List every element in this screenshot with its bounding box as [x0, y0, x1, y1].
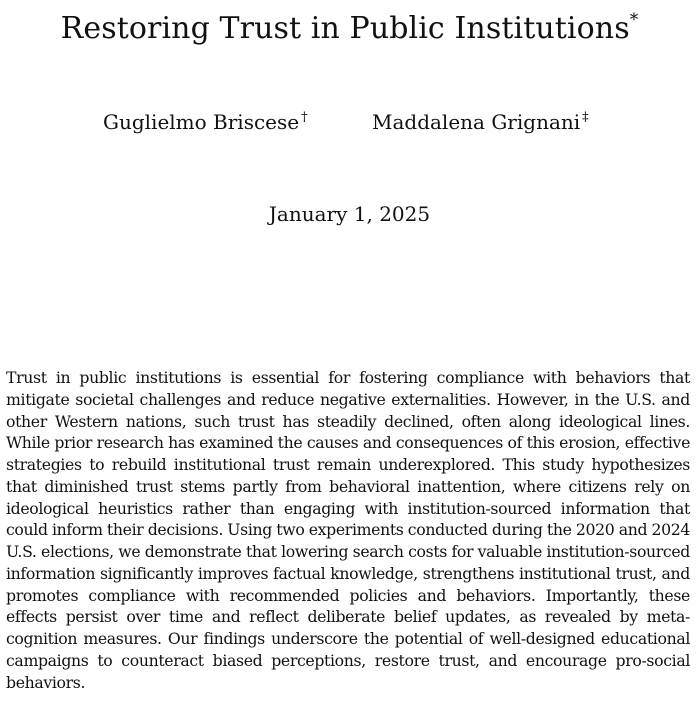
title-footnote-mark: * [629, 10, 639, 30]
author-1 [103, 103, 308, 137]
author-list [0, 103, 699, 133]
author-2 [372, 103, 589, 137]
paper-title-text: Restoring Trust in Public Institutions [60, 11, 630, 46]
paper-title [0, 0, 699, 49]
paper-date: January 1, 2025 [268, 202, 431, 226]
author-2-name: Maddalena Grignani [372, 110, 581, 134]
abstract-text: Trust in public institutions is essential for fostering compliance with behaviors that mitigate societal challenges and reduce negative externalities. However, in the U.S. and other Western nations, such trust has steadily declined, often along ideological lines. While prior research has examined the causes and consequences of this erosion, effective strategies to rebuild institutional trust remain underexplored. This study hypothesizes that diminished trust stems partly from behavioral inattention, where citizens rely on ideological heuristics rather than engaging with institution-sourced information that could inform their decisions. Using two experiments conducted during the 2020 and 2024 U.S. elections, we demonstrate that lowering search costs for valuable institution-sourced information significantly improves factual knowledge, strengthens institutional trust, and promotes compliance with recommended policies and behaviors. Importantly, these effects persist over time and reflect deliberate belief updates, as revealed by meta-cognition measures. Our findings underscore the potential of well-designed educational campaigns to counteract biased perceptions, restore trust, and encourage pro-social behaviors. [6, 368, 690, 692]
author-1-footnote-mark: † [301, 110, 308, 125]
author-1-name: Guglielmo Briscese [103, 110, 300, 134]
author-2-footnote-mark: ‡ [582, 110, 589, 125]
